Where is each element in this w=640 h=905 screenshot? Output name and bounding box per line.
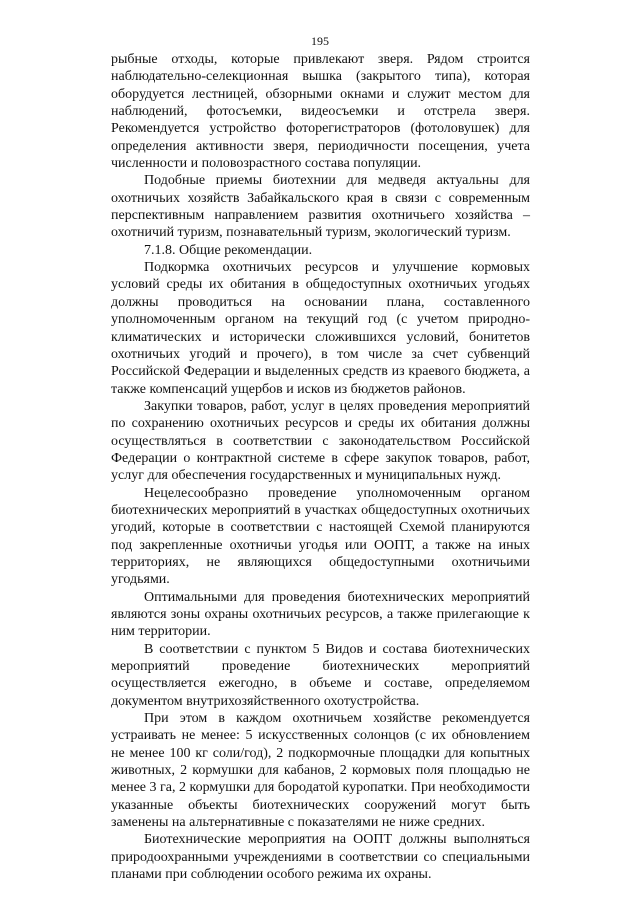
paragraph-continuation: рыбные отходы, которые привлекают зверя. Рядом строится наблюдательно-селекционная вышка (закрытого типа), которая оборудуется лестницей, обзорными окнами и служит местом для наблюдений, фотосъемки, видеосъемки и отстрела зверя. Рекомендуется устройство фоторегистраторов (фотоловушек) для определения активности зверя, периодичности посещения, учета численности и половозрастного состава популяции.: [111, 52, 530, 172]
paragraph-bear-biotechnics: Подобные приемы биотехнии для медведя актуальны для охотничьих хозяйств Забайкальского края в связи с современным перспективным направлением развития охотничьего хозяйства – охотничий туризм, познавательный туризм, экологический туризм.: [111, 173, 530, 241]
document-body: [111, 51, 530, 884]
paragraph-inexpedient-measures: Нецелесообразно проведение уполномоченным органом биотехнических мероприятий в участках общедоступных охотничьих угодий, которые в соответствии с настоящей Схемой планируются под закрепленные охотничьи угодья или ООПТ, а также на иных территориях, не являющихся общедоступными охотничьими угодьями.: [111, 485, 530, 588]
paragraph-procurement: Закупки товаров, работ, услуг в целях проведения мероприятий по сохранению охотничьих ресурсов и среды их обитания должны осуществляться в соответствии с законодательством Российской Федерации о контрактной системе в сфере закупок товаров, работ, услуг для обеспечения государственных и муниципальных нужд.: [111, 398, 530, 484]
paragraph-feeding-plan: Подкормка охотничьих ресурсов и улучшение кормовых условий среды их обитания в общедоступных охотничьих угодьях должны проводиться на основании плана, составленного уполномоченным органом на текущий год (с учетом природно-климатических и исторически сложившихся условий, бонитетов охотничьих угодий и прочего), в том числе за счет субвенций Российской Федерации и выделенных средств из краевого бюджета, а также компенсаций ущербов и исков из бюджетов районов.: [111, 260, 530, 397]
paragraph-annual-measures: В соответствии с пунктом 5 Видов и состава биотехнических мероприятий проведение биотехнических мероприятий осуществляется ежегодно, в объеме и составе, определяемом документом внутрихозяйственного охотустройства.: [111, 641, 530, 709]
paragraph-protected-areas: Биотехнические мероприятия на ООПТ должны выполняться природоохранными учреждениями в соответствии со специальными планами при соблюдении особого режима их охраны.: [111, 832, 530, 883]
section-heading-7-1-8: 7.1.8. Общие рекомендации.: [144, 242, 313, 258]
page-number: 195: [311, 34, 329, 48]
paragraph-minimum-facilities: При этом в каждом охотничьем хозяйстве рекомендуется устраивать не менее: 5 искусственных солонцов (с их обновлением не менее 100 кг соли/год), 2 подкормочные площадки для копытных животных, 2 кормушки для кабанов, 2 кормовых поля площадью не менее 3 га, 2 кормушки для бородатой куропатки. При необходимости указанные объекты биотехнических сооружений могут быть заменены на альтернативные с показателями не ниже средних.: [111, 711, 530, 831]
paragraph-optimal-zones: Оптимальными для проведения биотехнических мероприятий являются зоны охраны охотничьих ресурсов, а также прилегающие к ним территории.: [111, 589, 530, 640]
